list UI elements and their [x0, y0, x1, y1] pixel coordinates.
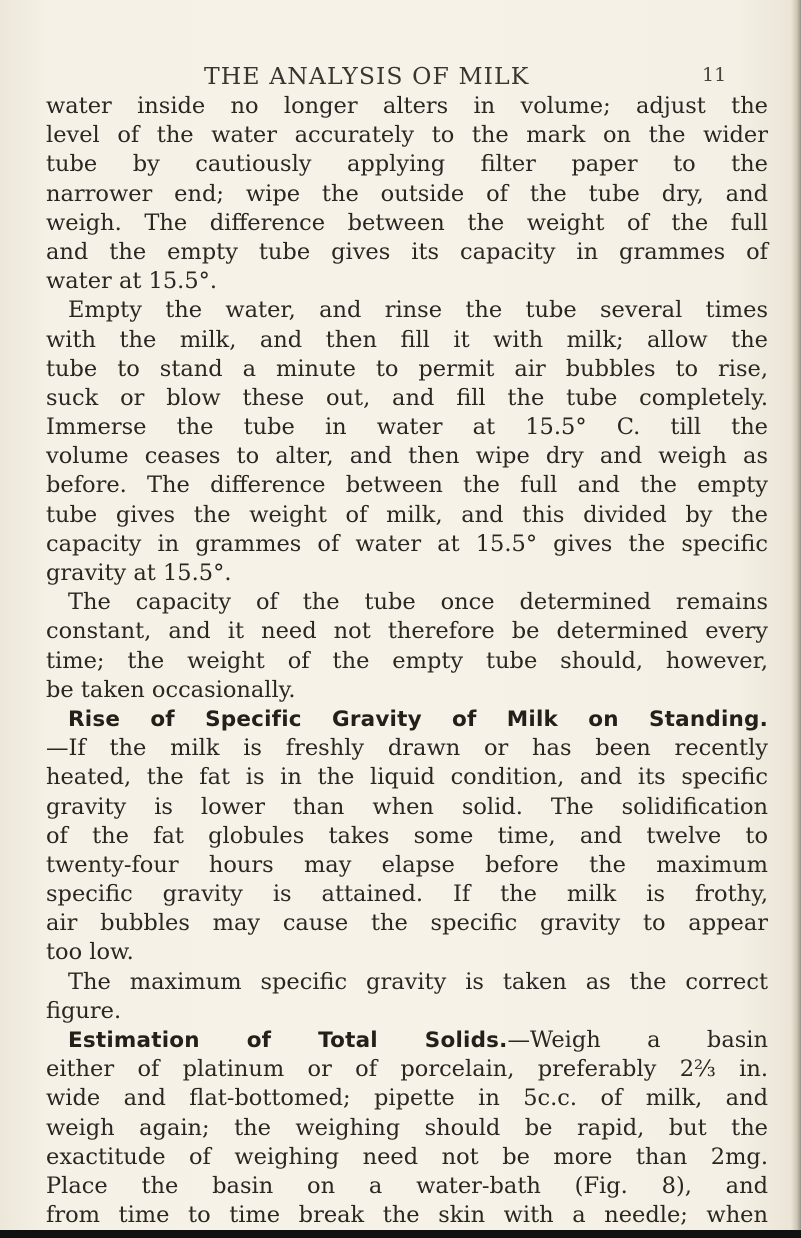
line-text: suck or blow these out, and fill the tube completely.: [46, 384, 768, 411]
line-text: The maximum specific gravity is taken as the correct: [68, 968, 768, 995]
line-text: too low.: [46, 939, 134, 966]
body-text: [46, 92, 768, 1230]
line-text: gravity at 15.5°.: [46, 560, 232, 586]
page-number: 11: [702, 64, 727, 86]
text-line: [46, 180, 768, 209]
text-line: [46, 647, 768, 676]
line-text: The capacity of the tube once determined remains: [68, 589, 768, 616]
text-line: [46, 909, 768, 938]
text-line: [46, 851, 768, 880]
section-heading: Estimation of Total Solids.: [68, 1028, 508, 1053]
line-text: water inside no longer alters in volume; adjust the: [46, 93, 768, 119]
line-text: heated, the fat is in the liquid condition, and its specific: [46, 764, 768, 791]
line-text: weigh. The difference between the weight of the full: [46, 209, 768, 236]
line-text: air bubbles may cause the specific gravity to appear: [46, 910, 768, 937]
text-line: [46, 267, 768, 296]
text-line: [46, 355, 768, 384]
text-line: [46, 121, 768, 150]
page-edge-shadow: [791, 0, 801, 1238]
line-text: from time to time break the skin with a needle; when: [46, 1202, 768, 1229]
text-line: [46, 296, 768, 325]
line-text: exactitude of weighing need not be more than 2mg.: [46, 1143, 768, 1170]
text-line: [46, 471, 768, 500]
text-line: [46, 559, 768, 588]
text-line: [46, 1172, 768, 1201]
line-text: Empty the water, and rinse the tube several times: [68, 297, 768, 324]
text-line: [46, 501, 768, 530]
text-line: [46, 793, 768, 822]
text-line: [46, 968, 768, 997]
text-line: [46, 588, 768, 617]
section-heading-line: [46, 705, 768, 734]
line-text: level of the water accurately to the mark on the wider: [46, 122, 768, 149]
text-line: [46, 413, 768, 442]
scan-bottom-border: [0, 1230, 801, 1238]
line-text: and the empty tube gives its capacity in grammes of: [46, 238, 768, 265]
line-text: —If the milk is freshly drawn or has been recently: [46, 735, 768, 762]
text-line: [46, 442, 768, 471]
text-line: [46, 209, 768, 238]
section-heading-line: [46, 1026, 768, 1055]
text-line: [46, 1143, 768, 1172]
running-title: THE ANALYSIS OF MILK: [204, 62, 530, 90]
line-text: capacity in grammes of water at 15.5° gives the specific: [46, 530, 768, 557]
line-text: weigh again; the weighing should be rapid, but the: [46, 1114, 768, 1141]
text-line: [46, 734, 768, 763]
text-line: [46, 1084, 768, 1113]
text-line: [46, 1114, 768, 1143]
line-text: volume ceases to alter, and then wipe dry and weigh as: [46, 443, 768, 470]
text-line: [46, 92, 768, 121]
line-text: Immerse the tube in water at 15.5° C. till the: [46, 414, 768, 441]
line-text: narrower end; wipe the outside of the tube dry, and: [46, 180, 768, 207]
line-text: specific gravity is attained. If the milk is frothy,: [46, 881, 768, 908]
text-line: [46, 384, 768, 413]
text-line: [46, 530, 768, 559]
line-text: time; the weight of the empty tube should, however,: [46, 647, 768, 674]
text-line: [46, 822, 768, 851]
line-text: —Weigh a basin: [507, 1027, 768, 1053]
line-text: water at 15.5°.: [46, 268, 218, 295]
text-line: [46, 763, 768, 792]
text-line: [46, 150, 768, 179]
line-text: twenty-four hours may elapse before the maximum: [46, 851, 768, 878]
line-text: tube by cautiously applying filter paper to the: [46, 151, 768, 178]
line-text: wide and flat-bottomed; pipette in 5c.c. of milk, and: [46, 1085, 768, 1112]
line-text: either of platinum or of porcelain, preferably 2⅔ in.: [46, 1056, 768, 1083]
line-text: with the milk, and then fill it with milk; allow the: [46, 326, 768, 353]
line-text: tube gives the weight of milk, and this divided by the: [46, 501, 768, 528]
line-text: Place the basin on a water-bath (Fig. 8), and: [46, 1172, 768, 1199]
text-line: [46, 1055, 768, 1084]
section-heading: Rise of Specific Gravity of Milk on Standing.: [68, 706, 768, 732]
text-line: [46, 326, 768, 355]
text-line: [46, 1201, 768, 1230]
line-text: of the fat globules takes some time, and twelve to: [46, 822, 768, 849]
line-text: constant, and it need not therefore be determined every: [46, 618, 768, 645]
line-text: figure.: [46, 997, 122, 1024]
running-head: [0, 62, 801, 92]
text-line: [46, 938, 768, 967]
line-text: gravity is lower than when solid. The solidification: [46, 793, 768, 820]
text-line: [46, 997, 768, 1026]
text-line: [46, 238, 768, 267]
line-text: be taken occasionally.: [46, 676, 296, 703]
text-line: [46, 880, 768, 909]
line-text: before. The difference between the full and the empty: [46, 472, 768, 499]
text-line: [46, 676, 768, 705]
line-text: tube to stand a minute to permit air bubbles to rise,: [46, 355, 768, 382]
text-line: [46, 617, 768, 646]
